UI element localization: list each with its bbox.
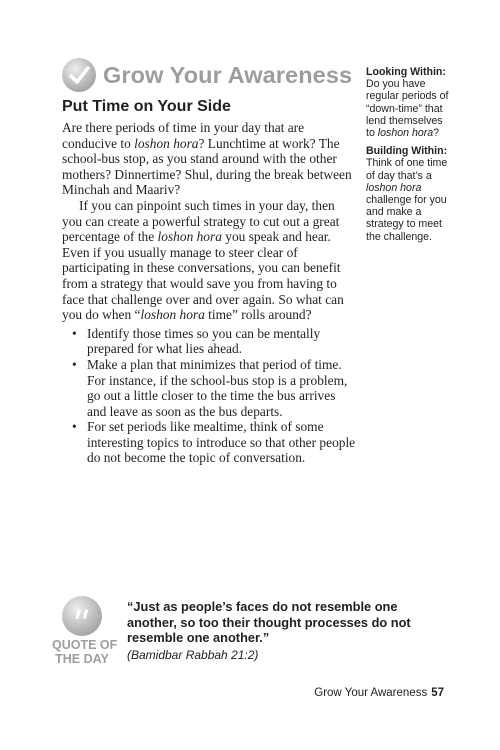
- bullet-list: [62, 326, 358, 466]
- running-title: Grow Your Awareness: [314, 687, 428, 699]
- list-item-text: Make a plan that minimizes that period of time. For instance, if the school-bus stop is a problem, go out a little closer to the time the bus arrives and leave as soon as the bus departs.: [87, 356, 348, 419]
- p2-emphasis-2: loshon hora: [140, 307, 205, 323]
- list-item-text: Identify those times so you can be mentally prepared for what lies ahead.: [87, 325, 321, 357]
- list-item-text: For set periods like mealtime, think of some interesting topics to introduce so that other people do not become the topic of conversation.: [87, 419, 356, 466]
- sidebar: [366, 66, 453, 249]
- quote-label-line-2: THE DAY: [55, 652, 109, 666]
- building-within-end: challenge for you and make a strategy to meet the challenge.: [366, 194, 447, 243]
- list-item: [62, 326, 358, 357]
- building-within-label: Building Within:: [366, 145, 448, 158]
- chapter-title: Grow Your Awareness: [103, 61, 353, 88]
- looking-within: [366, 66, 453, 139]
- building-within: [366, 145, 453, 243]
- checkmark-glyph: [67, 63, 91, 87]
- looking-within-emphasis: loshon hora: [377, 127, 434, 140]
- looking-within-text: Do you have regular periods of “down-time” that lend themselves to: [366, 78, 449, 140]
- chapter-header: [62, 58, 352, 92]
- quote-text: “Just as people’s faces do not resemble one another, so too their thought processes do not resemble one another.”: [127, 599, 411, 645]
- quote-of-the-day-label: [52, 638, 118, 666]
- body-text: [62, 120, 358, 466]
- list-item: [62, 357, 358, 419]
- p2-emphasis-1: loshon hora: [157, 229, 222, 245]
- bullet-icon: •: [72, 419, 77, 435]
- bullet-icon: •: [72, 325, 77, 341]
- p1-text-b: ? Lunchtime at work? The school-bus stop, as you stand around with the other mothers? Dinnertime? Shul, during the break between Minchah and Maariv?: [62, 135, 352, 198]
- quote-icon: [62, 596, 102, 636]
- building-within-emphasis: loshon hora: [366, 181, 422, 194]
- list-item: [62, 419, 358, 466]
- quote-source: (Bamidbar Rabbah 21:2): [127, 648, 259, 662]
- p1-emphasis: loshon hora: [134, 135, 199, 151]
- quote-label-line-1: QUOTE OF: [52, 638, 118, 652]
- section-title: Put Time on Your Side: [62, 98, 231, 115]
- paragraph-1: [62, 120, 358, 198]
- looking-within-label: Looking Within:: [366, 66, 446, 78]
- p1-text-a: Are there periods of time in your day that are conducive to: [62, 120, 305, 151]
- looking-within-end: ?: [433, 127, 440, 140]
- checkmark-icon: [62, 58, 96, 92]
- bullet-icon: •: [72, 356, 77, 372]
- p2-text-c: time” rolls around?: [204, 307, 312, 323]
- p2-text-b: you speak and hear. Even if you usually manage to steer clear of participating in these conversations, you can benefit from a strategy that would save you from having to face that challenge over and over again. So what can you do when “: [62, 229, 344, 323]
- quote-glyph: [71, 605, 93, 627]
- quote-of-the-day-badge: [52, 596, 118, 666]
- page-footer: [314, 687, 444, 699]
- p2-text-a: If you can pinpoint such times in your day, then you can create a powerful strategy to cut out a great percentage of the: [62, 197, 340, 245]
- paragraph-2: [62, 198, 358, 323]
- page-number: 57: [431, 687, 444, 699]
- building-within-text: Think of one time of day that’s a: [366, 157, 448, 182]
